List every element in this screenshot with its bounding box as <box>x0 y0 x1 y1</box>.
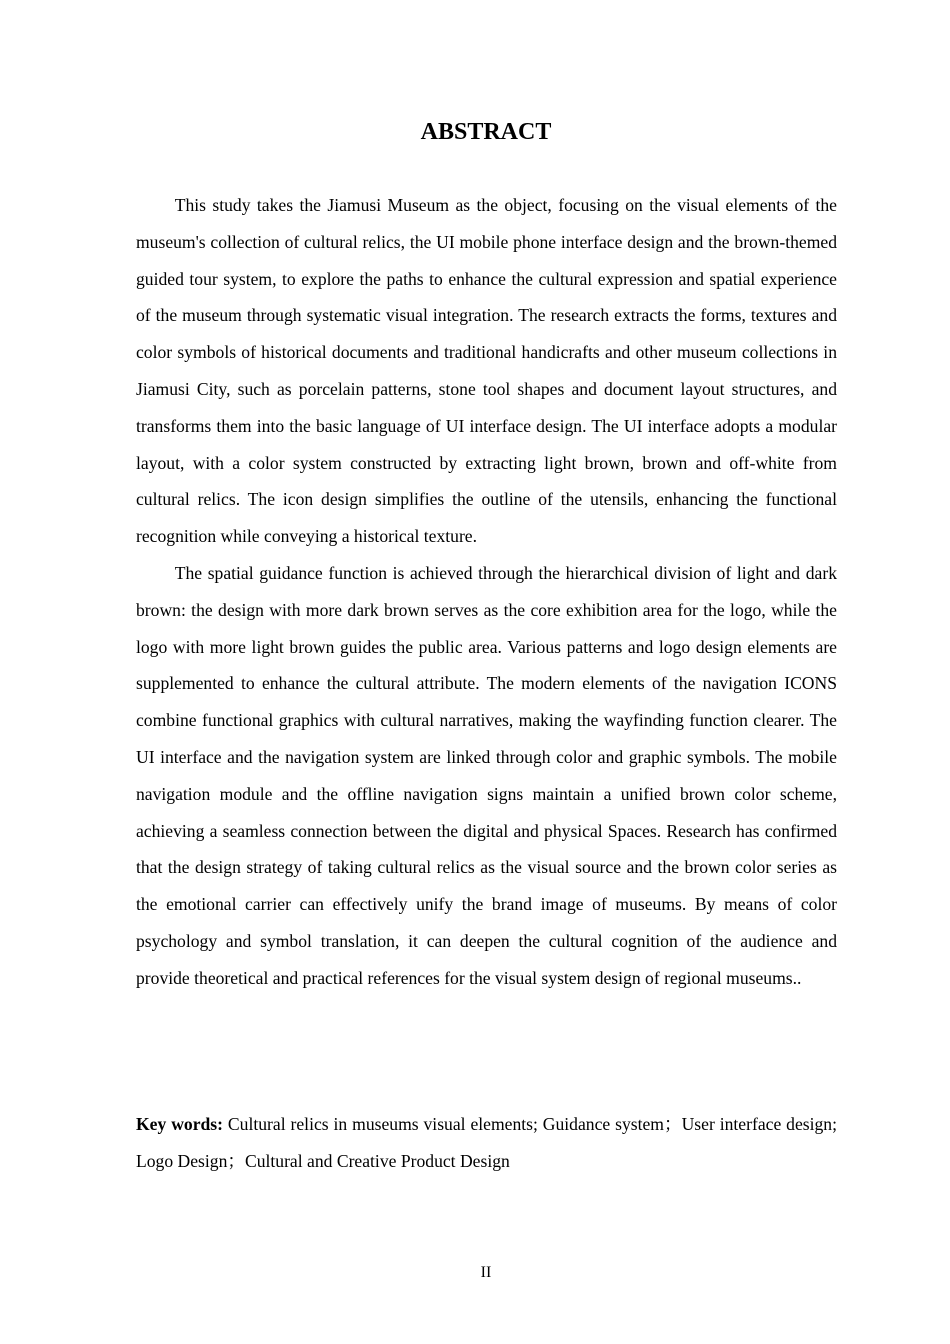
abstract-paragraph-2: The spatial guidance function is achieved through the hierarchical division of light and dark brown: the design with more dark brown serves as the core exhibition area for the logo, while the logo with more light brown guides the public area. Various patterns and logo design elements are supplemented to enhance the cultural attribute. The modern elements of the navigation ICONS combine functional graphics with cultural narratives, making the wayfinding function clearer. The UI interface and the navigation system are linked through color and graphic symbols. The mobile navigation module and the offline navigation signs maintain a unified brown color scheme, achieving a seamless connection between the digital and physical Spaces. Research has confirmed that the design strategy of taking cultural relics as the visual source and the brown color series as the emotional carrier can effectively unify the brand image of museums. By means of color psychology and symbol translation, it can deepen the cultural cognition of the audience and provide theoretical and practical references for the visual system design of regional museums.. <box>136 562 837 988</box>
page-number: II <box>480 1264 492 1281</box>
abstract-title: ABSTRACT <box>420 119 552 145</box>
keywords-line <box>136 1106 837 1180</box>
keywords-text: Cultural relics in museums visual elements; Guidance system；User interface design; Logo Design；Cultural and Creative Product Design <box>136 1114 837 1171</box>
abstract-paragraph-1: This study takes the Jiamusi Museum as the object, focusing on the visual elements of the museum's collection of cultural relics, the UI mobile phone interface design and the brown-themed guided tour system, to explore the paths to enhance the cultural expression and spatial experience of the museum through systematic visual integration. The research extracts the forms, textures and color symbols of historical documents and traditional handicrafts and other museum collections in Jiamusi City, such as porcelain patterns, stone tool shapes and document layout structures, and transforms them into the basic language of UI interface design. The UI interface adopts a modular layout, with a color system constructed by extracting light brown, brown and off-white from cultural relics. The icon design simplifies the outline of the utensils, enhancing the functional recognition while conveying a historical texture. <box>136 195 837 547</box>
keywords-label: Key words: <box>136 1114 224 1134</box>
abstract-body <box>136 187 837 997</box>
